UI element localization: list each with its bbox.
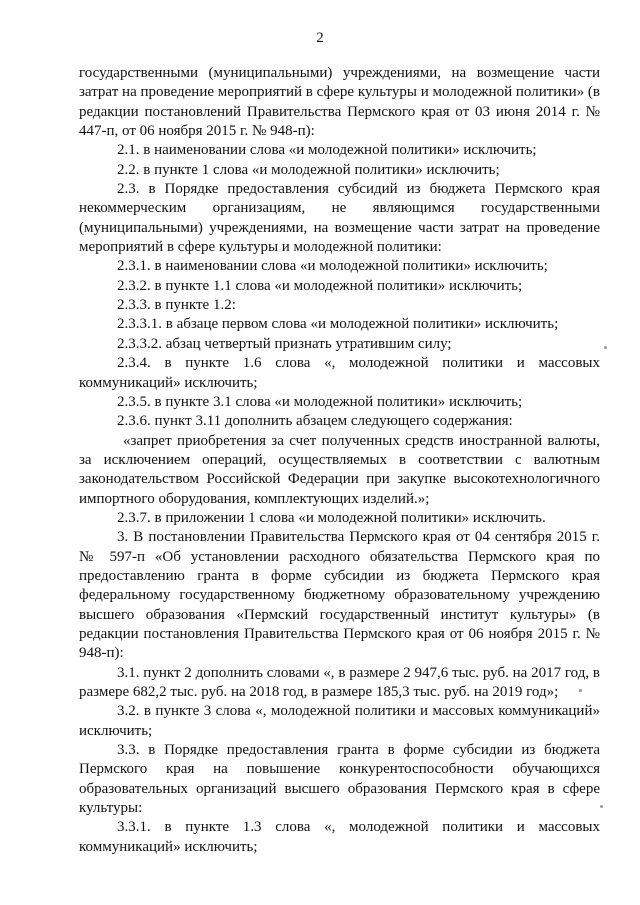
paragraph-2-3-3: 2.3.3. в пункте 1.2:: [117, 297, 236, 314]
paragraph-2-1: 2.1. в наименовании слова «и молодежной политики» исключить;: [117, 142, 537, 159]
scan-speck: [604, 346, 607, 349]
page-number: 2: [316, 30, 324, 46]
paragraph-intro-continuation: государственными (муниципальными) учреждениями, на возмещение части затрат на проведение мероприятий в сфере культуры и молодежной политики» (в редакции постановлений Правительства Пермского края от 03 июня 2014 г. № 447-п, от 06 ноября 2015 г. № 948-п):: [79, 65, 600, 140]
paragraph-2-3-2: 2.3.2. в пункте 1.1 слова «и молодежной политики» исключить;: [117, 277, 523, 294]
paragraph-3: 3. В постановлении Правительства Пермского края от 04 сентября 2015 г. № 597-п «Об установлении расходного обязательства Пермского края по предоставлению гранта в форме субсидии из бюджета Пермского края федеральному государственному бюджетному образовательному учреждению высшего образования «Пермский государственный институт культуры» (в редакции постановления Правительства Пермского края от 06 ноября 2015 г. № 948-п):: [79, 529, 600, 662]
paragraph-2-3-3-1: 2.3.3.1. в абзаце первом слова «и молодежной политики» исключить;: [117, 316, 559, 333]
paragraph-2-3-7: 2.3.7. в приложении 1 слова «и молодежной политики» исключить.: [117, 509, 546, 526]
paragraph-2-3-1: 2.3.1. в наименовании слова «и молодежной политики» исключить;: [117, 258, 548, 275]
paragraph-3-1: 3.1. пункт 2 дополнить словами «, в размере 2 947,6 тыс. руб. на 2017 год, в размере 682,2 тыс. руб. на 2018 год, в размере 185,3 тыс. руб. на 2019 год»;: [79, 664, 600, 700]
scan-speck: [600, 805, 603, 808]
paragraph-2-3-4: 2.3.4. в пункте 1.6 слова «, молодежной политики и массовых коммуникаций» исключить;: [79, 355, 600, 391]
scan-speck: [579, 689, 582, 692]
paragraph-2-3-3-2: 2.3.3.2. абзац четвертый признать утратившим силу;: [117, 335, 452, 352]
paragraph-2-3-5: 2.3.5. в пункте 3.1 слова «и молодежной политики» исключить;: [117, 393, 523, 410]
paragraph-2-2: 2.2. в пункте 1 слова «и молодежной политики» исключить;: [117, 161, 500, 178]
document-body: [79, 64, 600, 857]
paragraph-quoted-addition: «запрет приобретения за счет полученных средств иностранной валюты, за исключением операций, осуществляемых в соответствии с валютным законодательством Российской Федерации при закупке высокотехнологичного импортного оборудования, комплектующих изделий.»;: [79, 432, 600, 507]
paragraph-2-3-6: 2.3.6. пункт 3.11 дополнить абзацем следующего содержания:: [117, 413, 513, 430]
paragraph-3-3-1: 3.3.1. в пункте 1.3 слова «, молодежной политики и массовых коммуникаций» исключить;: [79, 819, 600, 855]
paragraph-2-3: 2.3. в Порядке предоставления субсидий из бюджета Пермского края некоммерческим организациям, не являющимся государственными (муниципальными) учреждениями, на возмещение части затрат на проведение мероприятий в сфере культуры и молодежной политики:: [79, 181, 600, 256]
paragraph-3-3: 3.3. в Порядке предоставления гранта в форме субсидии из бюджета Пермского края на повышение конкурентоспособности обучающихся образовательных организаций высшего образования Пермского края в сфере культуры:: [79, 742, 600, 817]
paragraph-3-2: 3.2. в пункте 3 слова «, молодежной политики и массовых коммуникаций» исключить;: [79, 703, 600, 739]
